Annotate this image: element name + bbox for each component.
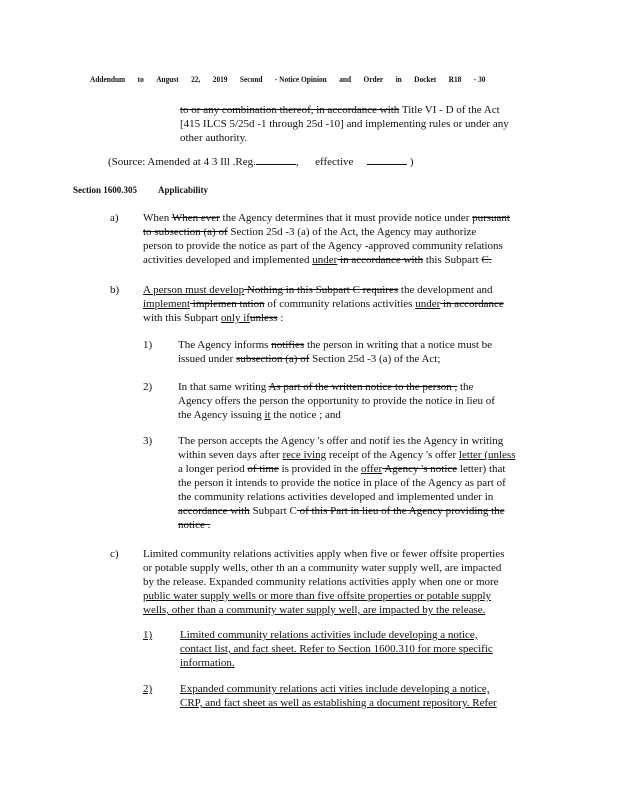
header-word: 2019 (212, 75, 228, 84)
text: Title VI - D of the Act (399, 104, 500, 116)
item-c1-line-3 (180, 656, 235, 670)
text: Limited community relations activities apply when five or fewer offsite properties (143, 548, 505, 560)
struck-text: C. (481, 254, 492, 266)
text: receipt of the Agency 's offer (326, 449, 459, 461)
top-para-line-1 (180, 103, 500, 117)
item-b1-line-1 (178, 338, 492, 352)
text: When (143, 212, 172, 224)
header-word: Second (239, 75, 263, 84)
blank-line (256, 155, 296, 165)
struck-text: to or any combination thereof, in accordance with (180, 104, 400, 116)
item-c1-line-2 (180, 642, 493, 656)
text: Subpart C (249, 505, 297, 517)
struck-text: implemen tation (190, 298, 265, 310)
paragraph-c-line-1 (143, 547, 504, 561)
underlined-text: contact list, and fact sheet. Refer to Section 1600.310 for more specific (180, 643, 493, 655)
item-c2-line-2 (180, 696, 497, 710)
item-b3-marker: 3) (143, 435, 153, 447)
text: or potable supply wells, other th an a community water supply well, are impacted (143, 562, 502, 574)
text: a longer period (178, 463, 248, 475)
text: [415 ILCS 5/25d -1 through 25d -10] and implementing rules or under any (180, 118, 509, 130)
underlined-text: only if (220, 312, 250, 324)
underlined-text: rece iving (282, 449, 327, 461)
item-c1-marker: 1) (143, 629, 153, 641)
item-b3-line-1 (178, 434, 524, 448)
underlined-text: A person must develop (143, 284, 245, 296)
text: : (277, 312, 284, 324)
paragraph-a-line-4 (143, 253, 492, 267)
underlined-text: implement (143, 298, 191, 310)
struck-text: notice . (178, 519, 211, 531)
text: In that same writing (178, 381, 269, 393)
text: Section 25d -3 (a) of the Act; (309, 353, 441, 365)
underlined-text: CRP, and fact sheet as well as establishing a document repository. Refer (180, 697, 497, 709)
section-title (158, 185, 208, 195)
struck-text: When ever (171, 212, 220, 224)
item-c2-line-1 (180, 682, 489, 696)
underlined-text: offer (361, 463, 383, 475)
paragraph-c-line-3 (143, 575, 499, 589)
blank-line (367, 155, 407, 165)
text: of community relations activities (264, 298, 416, 310)
header-word: - 30 (473, 75, 486, 84)
paragraph-b-line-1 (143, 283, 493, 297)
section-title-text: Applicability (158, 185, 209, 195)
source-prefix: (Source: Amended at 4 3 Ill .Reg. (108, 156, 256, 168)
item-b3-line-4 (178, 476, 534, 490)
text: the person in writing that a notice must be (304, 339, 493, 351)
text: within seven days after (178, 449, 283, 461)
item-b3-line-2 (178, 448, 515, 462)
text: the development and (398, 284, 493, 296)
paragraph-c-line-2 (143, 561, 501, 575)
item-b1-marker: 1) (143, 339, 153, 351)
struck-text: of time (247, 463, 279, 475)
underlined-text: under (415, 298, 441, 310)
item-b3-line-7 (178, 518, 210, 532)
text: letter) that (457, 463, 506, 475)
struck-text: to subsection (a) of (143, 226, 228, 238)
addendum-header (90, 75, 486, 84)
item-b3-line-5 (178, 490, 493, 504)
underlined-text: letter (unless (458, 449, 516, 461)
paragraph-c-line-4 (143, 589, 491, 603)
item-b1-line-2 (178, 352, 440, 366)
item-b2-line-3 (178, 408, 341, 422)
header-word: to (137, 75, 144, 84)
text: The person accepts the Agency 's offer and notif ies the Agency in writing (178, 435, 504, 447)
text: the notice ; and (270, 409, 341, 421)
header-word: - Notice Opinion (274, 75, 327, 84)
paragraph-b-line-2 (143, 297, 504, 311)
header-word: R18 (448, 75, 462, 84)
underlined-text: under (312, 254, 338, 266)
text: the Agency determines that it must provide notice under (219, 212, 473, 224)
text: person to provide the notice as part of the Agency -approved community relations (143, 240, 503, 252)
text: Section 25d -3 (a) of the Act, the Agency may authorize (227, 226, 477, 238)
header-word: and (339, 75, 352, 84)
struck-text: of this Part in lieu of the Agency providing the (296, 505, 505, 517)
top-para-line-2 (180, 117, 532, 131)
text: activities developed and implemented (143, 254, 313, 266)
header-word: Order (363, 75, 384, 84)
header-word: 22, (191, 75, 201, 84)
struck-text: notifies (271, 339, 305, 351)
text: The Agency informs (178, 339, 272, 351)
paragraph-a-line-2 (143, 225, 476, 239)
struck-text: accordance with (178, 505, 250, 517)
underlined-text: Expanded community relations acti vities include developing a notice, (180, 683, 490, 695)
underlined-text: it (264, 409, 271, 421)
paragraph-b-marker: b) (110, 284, 120, 296)
header-word: Docket (414, 75, 437, 84)
struck-text: in accordance (440, 298, 504, 310)
paragraph-c-line-5 (143, 603, 485, 617)
paragraph-a-marker: a) (110, 212, 119, 224)
text: with this Subpart (143, 312, 221, 324)
section-number (73, 185, 137, 195)
text: by the release. Expanded community relations activities apply when one or more (143, 576, 499, 588)
text: the community relations activities developed and implemented under in (178, 491, 494, 503)
header-word: in (395, 75, 402, 84)
item-b2-marker: 2) (143, 381, 153, 393)
item-b2-line-1 (178, 380, 473, 394)
section-number-text: Section 1600.305 (73, 185, 137, 195)
source-effective: effective (315, 156, 354, 168)
paragraph-a-line-3 (143, 239, 527, 253)
underlined-text: wells, other than a community water supply well, are impacted by the release. (143, 604, 486, 616)
paragraph-c-marker: c) (110, 548, 119, 560)
struck-text: in accordance with (337, 254, 424, 266)
struck-text: pursuant (472, 212, 510, 224)
underlined-text: public water supply wells or more than five offsite properties or potable supply (143, 590, 492, 602)
paragraph-b-line-3 (143, 311, 283, 325)
underlined-text: Limited community relations activities include developing a notice, (180, 629, 478, 641)
header-word: August (156, 75, 179, 84)
text: issued under (178, 353, 237, 365)
text: Agency offers the person the opportunity to provide the notice in lieu of (178, 395, 495, 407)
item-b2-line-2 (178, 394, 524, 408)
text: the person it intends to provide the notice in place of the Agency as part of (178, 477, 506, 489)
struck-text: unless (249, 312, 278, 324)
struck-text: As part of the written notice to the person , (268, 381, 458, 393)
text: is provided in the (278, 463, 361, 475)
item-b3-line-3 (178, 462, 505, 476)
underlined-text: information. (180, 657, 235, 669)
item-c1-line-1 (180, 628, 478, 642)
text: other authority. (180, 132, 248, 144)
item-b3-line-6 (178, 504, 505, 518)
struck-text: subsection (a) of (236, 353, 310, 365)
text: the Agency issuing (178, 409, 265, 421)
text: this Subpart (423, 254, 482, 266)
header-word: Addendum (90, 75, 126, 84)
source-suffix: ) (409, 156, 414, 168)
top-para-line-3 (180, 131, 247, 145)
source-note: (Source: Amended at 4 3 Ill .Reg. , effective ) (108, 156, 414, 168)
struck-text: Agency 's notice (382, 463, 458, 475)
paragraph-a-line-1 (143, 211, 510, 225)
struck-text: Nothing in this Subpart C requires (244, 284, 399, 296)
item-c2-marker: 2) (143, 683, 153, 695)
text: the (457, 381, 474, 393)
